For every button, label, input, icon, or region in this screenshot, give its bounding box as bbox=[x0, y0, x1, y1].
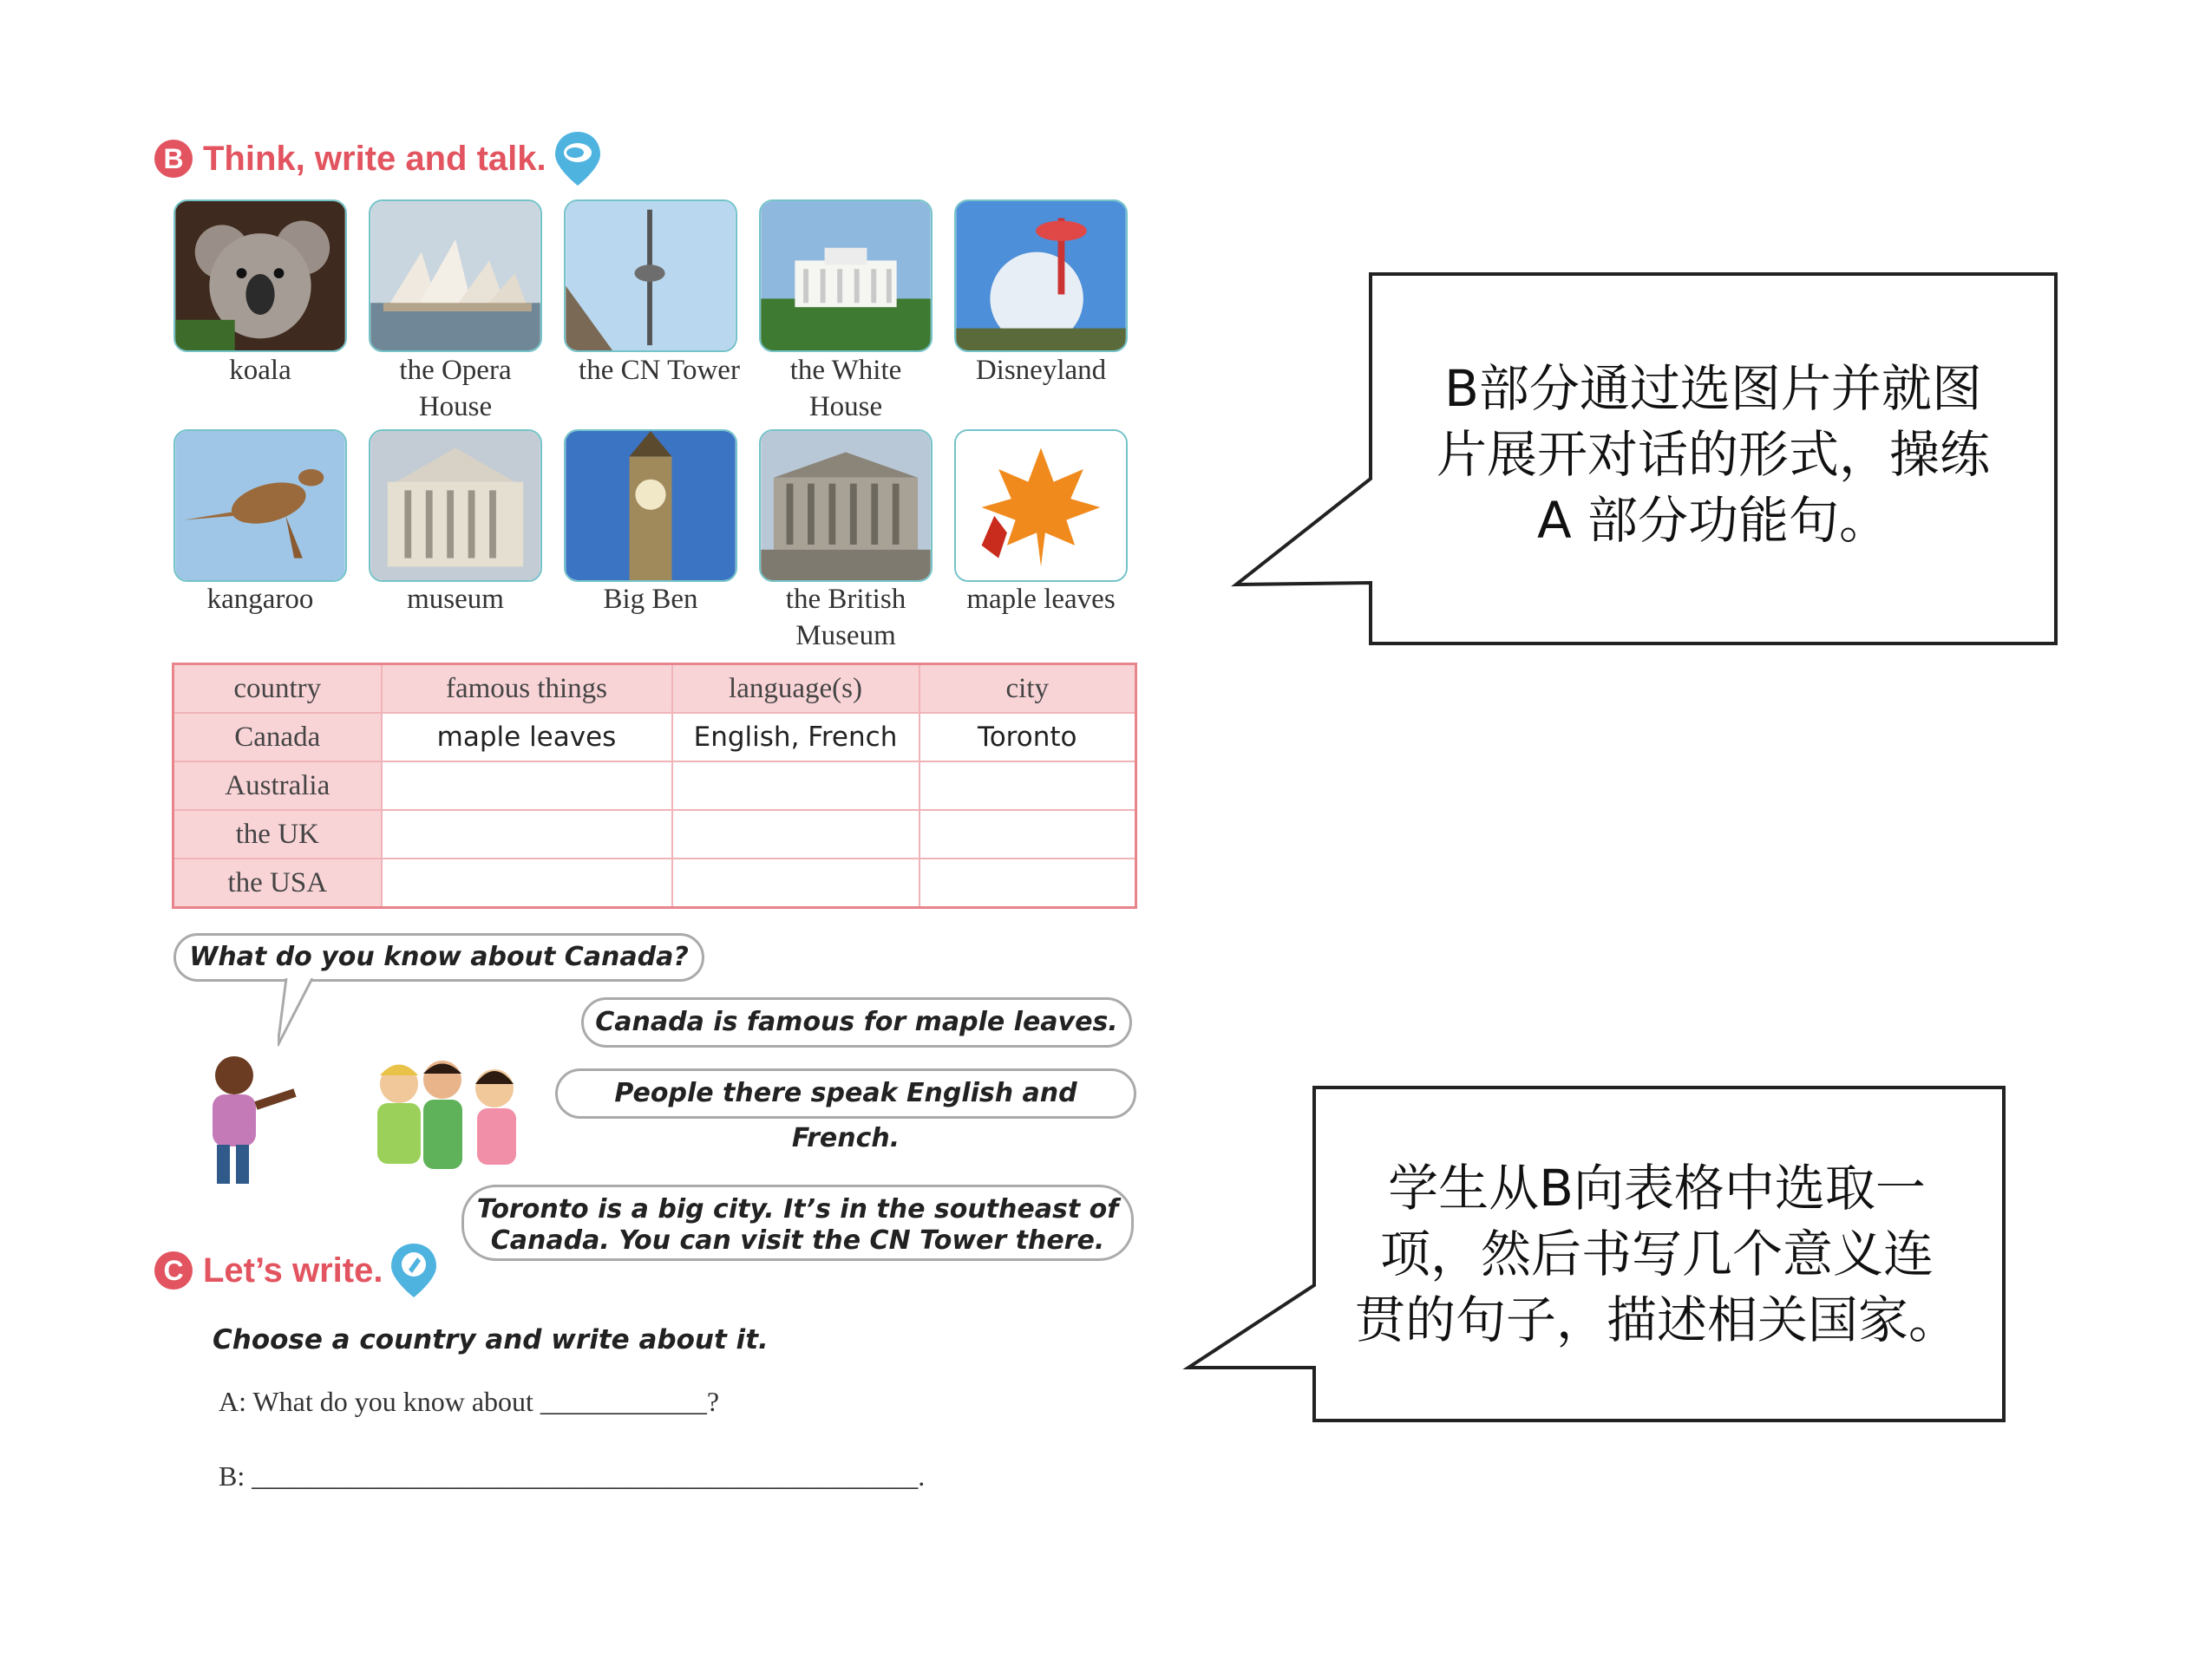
cell-country: Canada bbox=[173, 713, 382, 761]
caption-kangaroo: kangaroo bbox=[206, 584, 314, 615]
section-c-letter: C bbox=[154, 1251, 193, 1290]
callout-section-b bbox=[1232, 271, 2065, 652]
maple-leaves-photo bbox=[954, 429, 1128, 582]
caption-koala: koala bbox=[229, 355, 291, 386]
section-c-title: Let’s write. bbox=[203, 1251, 383, 1290]
cell-famous-things[interactable] bbox=[382, 810, 672, 859]
cell-city: Toronto bbox=[919, 713, 1136, 761]
cn-tower-photo bbox=[564, 199, 737, 352]
callout-section-c bbox=[1180, 1084, 2012, 1431]
header-country: country bbox=[173, 664, 382, 714]
table-row bbox=[173, 713, 1136, 761]
answer-bubble-1: Canada is famous for maple leaves. bbox=[581, 997, 1132, 1048]
caption-white-house: the White House bbox=[789, 355, 902, 422]
big-ben-photo bbox=[564, 429, 737, 582]
kangaroo-photo bbox=[173, 429, 347, 582]
disneyland-photo bbox=[954, 199, 1128, 352]
question-bubble: What do you know about Canada? bbox=[173, 933, 704, 982]
table-row bbox=[173, 761, 1136, 810]
koala-photo bbox=[173, 199, 347, 352]
cell-famous-things[interactable] bbox=[382, 761, 672, 810]
cell-country: the UK bbox=[173, 810, 382, 859]
header-famous-things: famous things bbox=[382, 664, 672, 714]
table-row bbox=[173, 810, 1136, 859]
exercise-line-b[interactable]: B: ________________________________________________. bbox=[219, 1460, 926, 1492]
section-b-title: Think, write and talk. bbox=[203, 139, 546, 178]
exercise-line-a[interactable]: A: What do you know about ____________? bbox=[219, 1386, 720, 1417]
header-city: city bbox=[919, 664, 1136, 714]
bubble-tail bbox=[278, 978, 330, 1048]
section-b-letter: B bbox=[154, 140, 193, 178]
caption-disneyland: Disneyland bbox=[975, 355, 1107, 386]
cell-languages: English, French bbox=[672, 713, 919, 761]
white-house-photo bbox=[759, 199, 933, 352]
callout-section-b-text: B部分通过选图片并就图 片展开对话的形式，操练 A 部分功能句。 bbox=[1436, 359, 1990, 550]
answer-bubble-2: People there speak English and French. bbox=[555, 1068, 1136, 1119]
cell-languages[interactable] bbox=[672, 810, 919, 859]
table-row bbox=[173, 859, 1136, 908]
cell-country: Australia bbox=[173, 761, 382, 810]
opera-house-photo bbox=[369, 199, 542, 352]
callout-section-c-text: 学生从B向表格中选取一 项，然后书写几个意义连 贯的句子，描述相关国家。 bbox=[1354, 1159, 1959, 1349]
cell-country: the USA bbox=[173, 859, 382, 908]
caption-british-museum: the British Museum bbox=[785, 584, 906, 651]
cell-languages[interactable] bbox=[672, 859, 919, 908]
cell-city[interactable] bbox=[919, 859, 1136, 908]
caption-museum: museum bbox=[407, 584, 504, 615]
children-illustration bbox=[182, 1049, 546, 1205]
cell-city[interactable] bbox=[919, 810, 1136, 859]
british-museum-photo bbox=[759, 429, 933, 582]
answer-bubble-3 bbox=[461, 1185, 1134, 1261]
cell-city[interactable] bbox=[919, 761, 1136, 810]
pencil-pin-icon bbox=[388, 1240, 440, 1301]
section-c-heading bbox=[154, 1240, 440, 1301]
answer-3-line-1: Toronto is a big city. It’s in the southeast of bbox=[476, 1194, 1119, 1225]
cell-languages[interactable] bbox=[672, 761, 919, 810]
table-header-row bbox=[173, 664, 1136, 714]
caption-cn-tower: the CN Tower bbox=[579, 355, 740, 386]
caption-maple-leaves: maple leaves bbox=[966, 584, 1116, 615]
caption-big-ben: Big Ben bbox=[603, 584, 698, 615]
answer-3-line-2: Canada. You can visit the CN Tower there. bbox=[490, 1225, 1105, 1256]
header-languages: language(s) bbox=[672, 664, 919, 714]
cell-famous-things[interactable] bbox=[382, 859, 672, 908]
cell-famous-things: maple leaves bbox=[382, 713, 672, 761]
countries-table bbox=[172, 663, 1137, 909]
caption-opera-house: the Opera House bbox=[399, 355, 512, 422]
museum-photo bbox=[369, 429, 542, 582]
section-c-instruction: Choose a country and write about it. bbox=[213, 1324, 769, 1355]
section-b-heading bbox=[154, 128, 604, 189]
speech-pin-icon bbox=[552, 128, 604, 189]
